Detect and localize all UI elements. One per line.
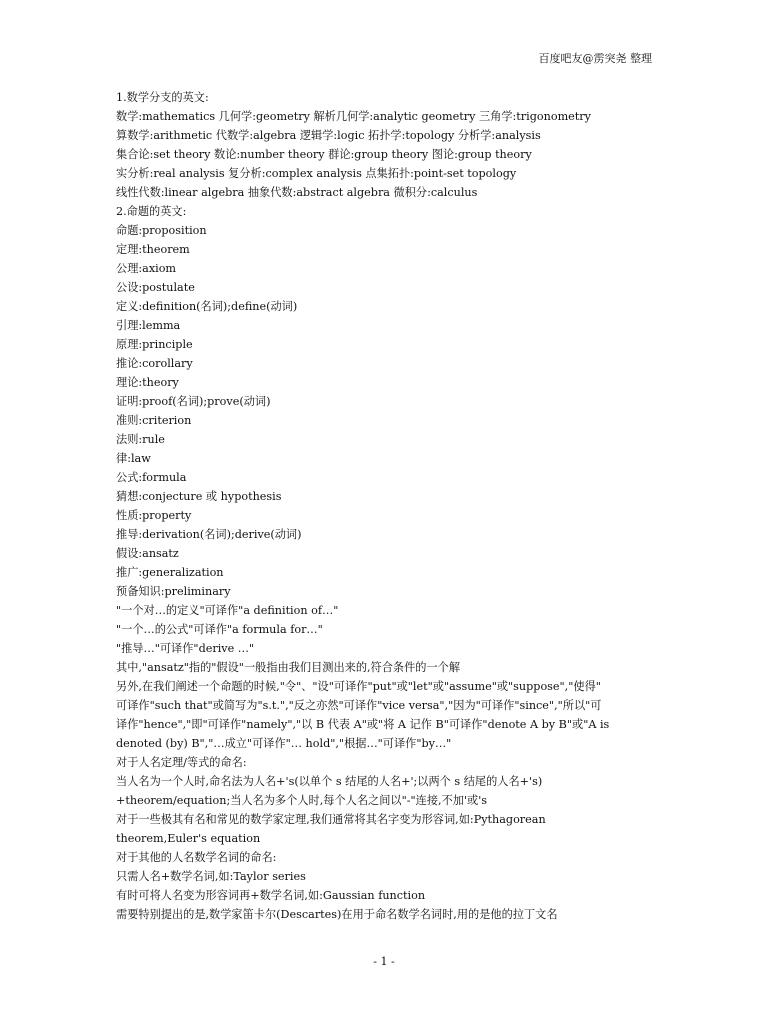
text-line: 公理:axiom [116,262,177,275]
text-line: 证明:proof(名词);prove(动词) [116,395,271,408]
text-line: 公设:postulate [116,281,195,294]
text-line: 集合论:set theory 数论:number theory 群论:group theory 图论:group theory [116,148,532,161]
text-line: "一个对…的定义"可译作"a definition of…" [116,604,339,617]
text-line: 算数学:arithmetic 代数学:algebra 逻辑学:logic 拓扑学:topology 分析学:analysis [116,129,541,142]
text-line: "一个…的公式"可译作"a formula for…" [116,623,323,636]
text-line: 定理:theorem [116,243,190,256]
text-line: "推导…"可译作"derive …" [116,642,255,655]
text-line: 只需人名+数学名词,如:Taylor series [116,870,306,883]
text-line: 原理:principle [116,338,193,351]
text-line: 推导:derivation(名词);derive(动词) [116,528,302,541]
text-line: 实分析:real analysis 复分析:complex analysis 点集拓扑:point-set topology [116,167,517,180]
text-line: 命题:proposition [116,224,207,237]
text-line: 准则:criterion [116,414,192,427]
text-line: 需要特别提出的是,数学家笛卡尔(Descartes)在用于命名数学名词时,用的是他的拉丁文名 [116,908,558,921]
text-line: 对于人名定理/等式的命名: [116,756,247,769]
text-line: 公式:formula [116,471,187,484]
document-body [116,88,654,924]
text-line: 线性代数:linear algebra 抽象代数:abstract algebra 微积分:calculus [116,186,478,199]
text-line: 当人名为一个人时,命名法为人名+'s(以单个 s 结尾的人名+';以两个 s 结尾的人名+'s) [116,775,543,788]
text-line: 定义:definition(名词);define(动词) [116,300,298,313]
text-line: 猜想:conjecture 或 hypothesis [116,490,282,503]
text-line: 性质:property [116,509,192,522]
text-line: 假设:ansatz [116,547,179,560]
text-line: 推广:generalization [116,566,224,579]
text-line: 其中,"ansatz"指的"假设"一般指由我们目测出来的,符合条件的一个解 [116,661,461,674]
text-line: 引理:lemma [116,319,181,332]
page-number: - 1 - [373,955,395,968]
text-line: denoted (by) B","…成立"可译作"… hold","根据…"可译作"by…" [116,737,452,750]
text-line: 法则:rule [116,433,165,446]
text-line: 译作"hence","即"可译作"namely","以 B 代表 A"或"将 A 记作 B"可译作"denote A by B"或"A is [116,718,610,731]
text-line: theorem,Euler's equation [116,832,261,845]
text-line: 预备知识:preliminary [116,585,231,598]
text-line: 对于一些极其有名和常见的数学家定理,我们通常将其名字变为形容词,如:Pythagorean [116,813,546,826]
text-line: 另外,在我们阐述一个命题的时候,"令"、"设"可译作"put"或"let"或"assume"或"suppose","使得" [116,680,601,693]
text-line: 推论:corollary [116,357,193,370]
text-line: 有时可将人名变为形容词再+数学名词,如:Gaussian function [116,889,426,902]
text-line: 数学:mathematics 几何学:geometry 解析几何学:analytic geometry 三角学:trigonometry [116,110,591,123]
text-line: +theorem/equation;当人名为多个人时,每个人名之间以"-"连接,不加'或's [116,794,488,807]
text-line: 理论:theory [116,376,179,389]
header-note: 百度吧友@雳突尧 整理 [538,52,652,65]
section-heading: 2.命题的英文: [116,205,187,218]
text-line: 可译作"such that"或简写为"s.t.","反之亦然"可译作"vice versa","因为"可译作"since","所以"可 [116,699,602,712]
section-heading: 1.数学分支的英文: [116,91,209,104]
text-line: 律:law [116,452,151,465]
text-line: 对于其他的人名数学名词的命名: [116,851,277,864]
